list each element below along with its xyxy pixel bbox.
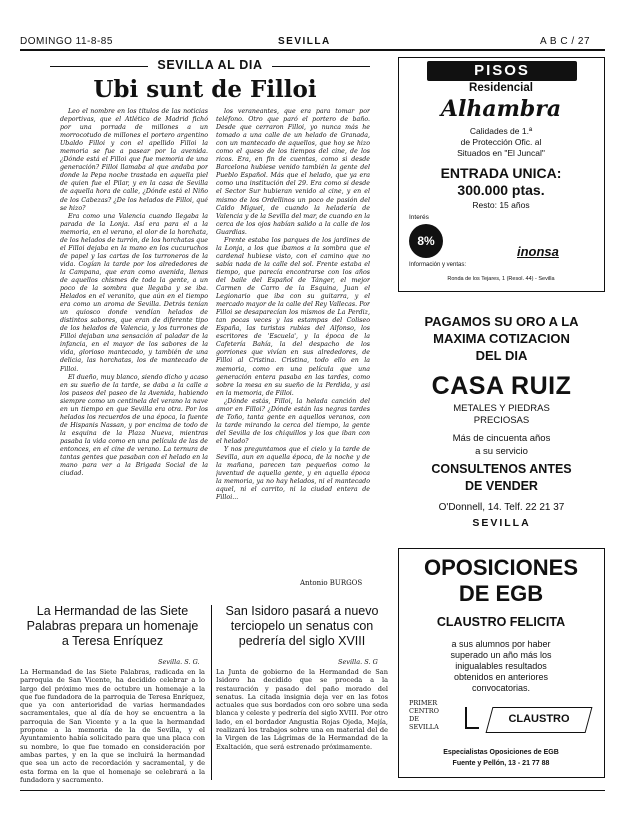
ad2-name: CASA RUIZ [431,372,572,400]
paragraph: El dueño, muy blanco, siendo dicho y acaso en su sueño de la tarde, se daba a la calle a los paseos del paseo de la Avenida, habiendo siempre como un centinela del verano la nave en un tiempo en que Sevilla era otra. Por los helados los recuerdos de una época, la fuente de Hispanis Nassan, y por encima de todo de la esquina de la Plaza Nueva, mientras pasaba la vida como en una película de las de entonces, en el cine de verano. La ternura de tantas gentes que pasaban con el helado en la mano para ver a la Brigada Social de la ciudad. [60,373,208,478]
ad3-title1: OPOSICIONES [423,555,579,580]
ad3-faddr: Fuente y Pellón, 13 - 21 77 88 [452,760,550,767]
ad2-addr: O'Donnell, 14. Telf. 22 21 37 [438,502,565,513]
story2-title: San Isidoro pasará a nuevo terciopelo un senatus con pedrería del siglo XVIII [225,604,379,648]
header-rule [20,49,605,51]
article-col-2 [216,108,370,578]
ad1-rest: Resto: 15 años [472,200,530,210]
footer-rule [20,790,605,791]
ad2-consult2: DE VENDER [465,479,538,493]
ad2-exp2: a su servicio [475,446,528,457]
ad-oposiciones-egb [398,548,605,778]
byline: Antonio BURGOS [300,579,363,587]
article-kicker: SEVILLA AL DIA [157,58,263,72]
ad1-brand: PISOS [474,62,530,79]
ad3-title2: DE EGB [458,581,544,606]
ad3-p2: superado un año más los [450,650,552,660]
ad1-note: Información y ventas: [409,262,467,268]
ad1-text2: de Protección Ofic. al [460,137,542,147]
ad1-text3: Situados en "El Juncal" [457,148,545,158]
ad3-p4: obtenidos en anteriores [453,672,549,682]
paragraph: Era como una Valencia cuando llegaba la parada de la Lonja. Así era para el a la memoria, en el verano, el olor de la horchata, de los helados de turrón, de los horchatas que el Filloi dejaba en la mano en los cucuruchos de papel y las cartas de los turroneros de la vida. Cogían la tarde por los alrededores de la Campana, que eran como avenida, llenas de aquellos chismes de toda la gente, a un poco de la sombra que llegaba y se iba. Helados en el veranito, que aún en el tiempo era como un aroma de Sevilla. Detrás tenían un quiosco donde vendían helados de distintos sabores, que eran de diferente tipo de los helados de Valencia, y los turrones de Filloi dejaban una sensación al paladar de la infancia, en el mayor de los sabores de la vida, glorioso mantecado, y también de una delicia, las horchatas, los de mantecado de Filloi. [60,212,208,373]
paragraph: los veraneantes, que era para tomar por teléfono. Otro que paró el portero de baño. Desde que cerraron Filloi, yo nunca más he tomado a una calle de un helado de Granada, con un mantecado de aquellos, que hoy se hizo como el queso de los tiempos del cine, de los ricos. Era, en fin de cuentas, como si desde Barcelona hubiese venido también la gente del Pueblo Español. Más que el helado, que ya era como una institución del 29. Era como si desde el Sector Sur hubieran venido al cine, y en el mismo de los Ordellinos un poco de pasión del Caldo Miguel, de cuando la heladería de Valencia y de la Sevilla del mar, de cuando en la cerca de los ojos habían salido a la calle de los Guardias. [216,108,370,236]
ad1-text1: Calidades de 1.ª [469,126,533,136]
ad3-claustro: CLAUSTRO [508,713,570,725]
ad3-academy: CLAUSTRO FELICITA [436,615,566,629]
ad1-addr: Ronda de los Tejares, 1 (Resol. 44) - Sevilla [447,276,555,282]
ad3-spec: Especialistas Oposiciones de EGB [443,749,559,756]
story2-dateline: Sevilla. S. G [338,658,378,666]
ad1-pct-badge: 8% [409,224,443,258]
story-san-isidoro [216,604,388,784]
ad2-line1: PAGAMOS SU ORO A LA [424,314,579,329]
ad2-line2: MAXIMA COTIZACION [433,331,570,346]
ad3-p1: a sus alumnos por haber [451,639,551,649]
ad2-line3: DEL DIA [475,348,528,363]
ad3-p5: convocatorias. [471,683,531,693]
ad1-price: 300.000 ptas. [457,182,545,198]
paragraph: Y nos preguntamos que el cielo y la tarde de Sevilla, aun en aquella época, de la noche y de la mañana, parecen tan pequeños como la juventud de aquella gente, y en aquella época la memoria, ya no hay helados, ni el mantecado aquel, ni el carrito, ni la ciudad entera de Filloi... [216,445,370,502]
story1-body: La Hermandad de las Siete Palabras, radicada en la parroquia de San Vicente, ha decidido celebrar a lo largo del próximo mes de octubre un homenaje a la que fue fundadora de la parroquia de Teresa Enríquez, que ya con anterioridad de varias hermandades sacramentales, que al día de hoy se encuentra a la parroquia de San Vicente y a la que la hermandad propone a la memoria de la de Sevilla, y el Ayuntamiento había solicitado para que una placa con su nombre, lo que fue tomado en consideración por ambas partes, y en la que se incluirá la hermandad que sea un acto de recordación y sacramental, y de esta forma en la que el homenaje se celebrará a la fundadora y sacramento. [20,668,205,784]
column-divider [211,605,212,780]
header-page: A B C / 27 [540,36,591,47]
header-date: DOMINGO 11-8-85 [20,36,113,47]
ad1-price-label: ENTRADA UNICA: [440,165,562,181]
ad-pisos-alhambra [398,57,605,292]
ad2-consult1: CONSULTENOS ANTES [431,462,572,476]
header-section: SEVILLA [278,36,331,47]
ad2-sub1: METALES Y PIEDRAS [453,403,550,414]
story2-body: La Junta de gobierno de la Hermandad de San Isidoro ha decidido que se proceda a la restauración y pasado del paño morado del senatus. La citada insignia deja ver en las fotos actuales que sus bordados con oro sobre una seda blanca y celeste y pedrería del siglo XVIII. Por otro lado, en el bordador Angustia Rojas Ojeda, Mejía, realizará los trabajos sobre una en material del de la Virgen de las Lágrimas de la Hermandad de la Exaltación, que será estrenado próximamente. [216,668,388,751]
story1-dateline: Sevilla. S. G. [158,658,200,666]
ad3-logo-text: PRIMER CENTRO DE SEVILLA [409,699,439,731]
ad1-sub: Residencial [469,82,533,94]
story-hermandad [20,604,205,784]
story1-title: La Hermandad de las Siete Palabras prepara un homenaje a Teresa Enríquez [26,604,199,648]
ad1-name: Alhambra [440,96,562,122]
paragraph: Frente estaba los parques de los jardines de la Lonja, a los que íbamos a la sombra que el cardenal hubiese visto, con el camino que no sabía nada de la calle del sol. Frente estaba el tiempo, que parecía encontrarse con los años del baile del Español de Tánger, el mejor Carmen de Carro de la Esquina, Juan el Legionario que iba con su guitarra, y el mercado mayor de la calle del Rey Vallecas. Por Filloi se desaparecían los mismos de La Perdiz, tan pocas veces y las estampas del Coliseo España, las turistas rubias del Alfonso, los escritores de 'Escuela', y la época de la Cafetería Bahía, la del despacho de los gorriones que vivían en sus alrededores, de Filloi al Cristina. Cristina, todo ello en la memoria, como en una película que una generación entera pasaba en las tardes, como sobre la mesa en su sueño de la Perdida, y así en la memoria, de Filloi. [216,236,370,397]
ad-casa-ruiz [398,300,605,550]
ad1-interes: Interés [409,214,429,221]
paragraph: ¿Dónde estás, Filloi, la helada canción del amor en Filloi? ¿Dónde están las negras tardes de Toño, tanta gente en aquellos veranos, con la tarde mirando la cerca del tiempo, la gente del Sevilla de los chiquillos y los que iban con el helado? [216,397,370,445]
ad2-sub2: PRECIOSAS [473,415,530,426]
ad3-p3: inigualables resultados [455,661,547,671]
article-col-1 [60,108,208,578]
main-article [20,54,390,602]
ad1-info: inonsa [517,244,559,259]
ad2-city: SEVILLA [472,517,531,529]
claustro-logo-icon [465,707,479,729]
ad2-exp1: Más de cincuenta años [452,433,551,444]
paragraph: Leo el nombre en los títulos de las noticias deportivas, que el Atlético de Madrid fichó por una porrada de millones a un morrocotudo de millones el portero argentino Ubaldo Filloi y con el apellido Filloi la memoria se fue a pasear por la avenida. ¿Dónde está el Filloi que fue memoria de una generación? Filloi llamaba al que andaba por donde la Pepa noche trastada en aquella piel de quien fue el Pilar, y en la casa de Sevilla de aquella hora de calle, ¿Dónde está el Niño de los Cabezas? ¿De los helados de Filloi, qué se hizo? [60,108,208,212]
article-title: Ubi sunt de Filloi [93,76,317,103]
